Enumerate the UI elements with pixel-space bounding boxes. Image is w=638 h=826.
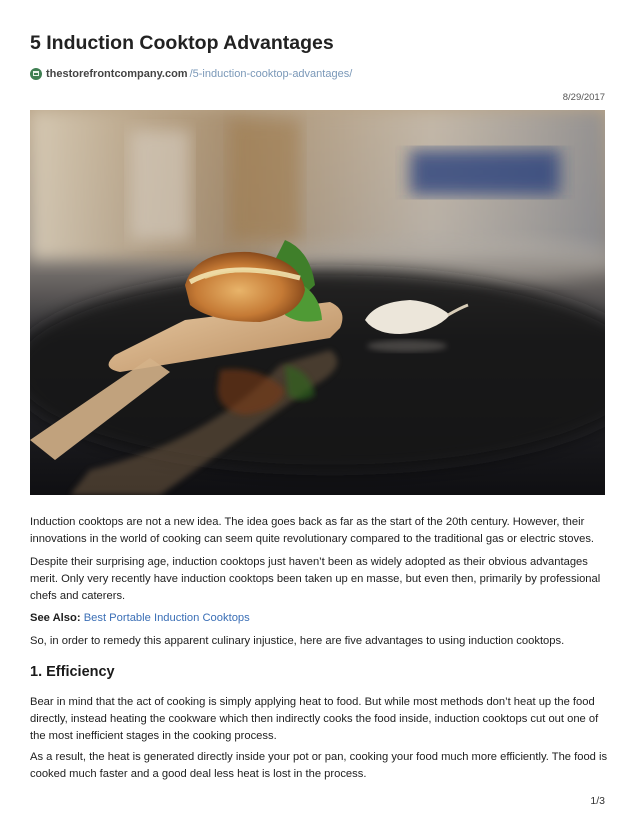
see-also-line [30, 610, 610, 627]
page-title: 5 Induction Cooktop Advantages [30, 32, 334, 54]
hero-image [30, 110, 605, 495]
efficiency-paragraph-1: Bear in mind that the act of cooking is simply applying heat to food. But while most methods don’t heat up the food directly, instead heating the cookware which then indirectly cooks the food inside, induction cooktops cut out one of the most inefficient stages in the cooking process. [30, 696, 599, 742]
source-path[interactable]: /5-induction-cooktop-advantages/ [189, 68, 353, 80]
summary-paragraph: So, in order to remedy this apparent culinary injustice, here are five advantages to using induction cooktops. [30, 635, 565, 647]
source-line [30, 67, 352, 81]
source-domain[interactable]: thestorefrontcompany.com [46, 68, 188, 80]
intro-paragraph: Induction cooktops are not a new idea. The idea goes back as far as the start of the 20th century. However, their innovations in the world of cooking can seem quite revolutionary compared to the traditional gas or electric stoves. [30, 516, 595, 545]
section-heading-efficiency: 1. Efficiency [30, 664, 115, 680]
see-also-link[interactable]: Best Portable Induction Cooktops [83, 612, 250, 624]
storefront-icon [30, 68, 42, 80]
page-number: 1/3 [590, 795, 605, 807]
adoption-paragraph: Despite their surprising age, induction cooktops just haven’t been as widely adopted as their obvious advantages merit. Only very recently have induction cooktops been taken up en masse, but even then, primarily by professional chefs and caterers. [30, 556, 601, 602]
efficiency-paragraph-2: As a result, the heat is generated directly inside your pot or pan, cooking your food much more efficiently. The food is cooked much faster and a good deal less heat is lost in the process. [30, 751, 608, 780]
publish-date: 8/29/2017 [562, 92, 605, 103]
see-also-label: See Also: [30, 612, 81, 624]
